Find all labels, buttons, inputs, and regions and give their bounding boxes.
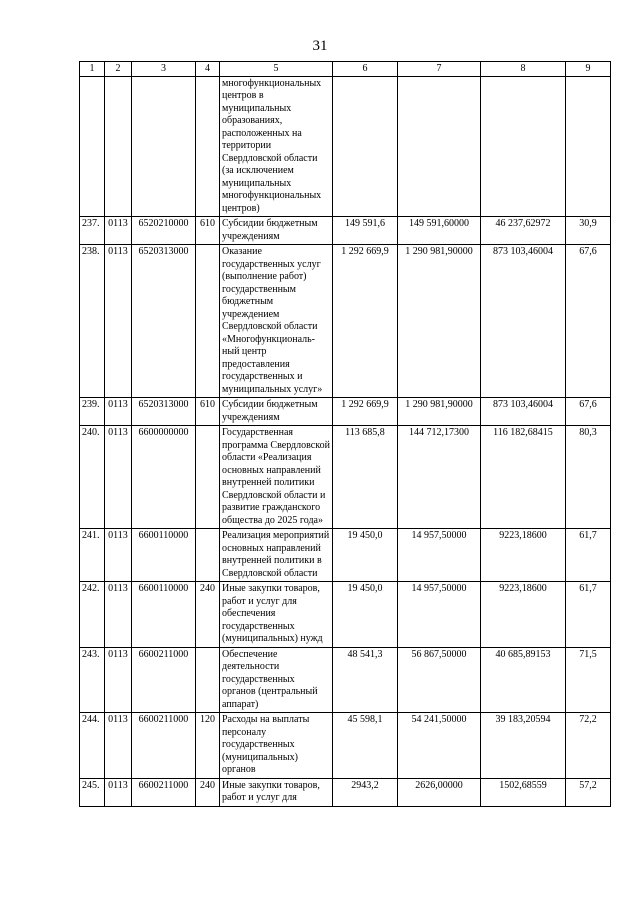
execution-percent-cell: 57,2: [566, 778, 611, 806]
target-code-cell: [132, 76, 196, 217]
item-name-cell: Иные закупки товаров, работ и услуг для: [220, 778, 333, 806]
target-code-cell: 6520313000: [132, 398, 196, 426]
table-row: [80, 647, 611, 713]
executed-amount-cell: 46 237,62972: [481, 217, 566, 245]
planned-amount-cell: 19 450,0: [333, 582, 398, 648]
target-code-cell: 6600110000: [132, 529, 196, 582]
table-row: [80, 778, 611, 806]
table-row: [80, 245, 611, 398]
row-number-cell: 244.: [80, 713, 105, 779]
target-code-cell: 6600211000: [132, 647, 196, 713]
table-row: [80, 76, 611, 217]
executed-amount-cell: 9223,18600: [481, 529, 566, 582]
expense-type-cell: 610: [196, 398, 220, 426]
table-row: [80, 582, 611, 648]
table-row: [80, 217, 611, 245]
refined-amount-cell: 56 867,50000: [398, 647, 481, 713]
executed-amount-cell: 40 685,89153: [481, 647, 566, 713]
expense-type-cell: [196, 647, 220, 713]
expense-type-cell: [196, 245, 220, 398]
column-number: 3: [132, 62, 196, 77]
refined-amount-cell: 14 957,50000: [398, 582, 481, 648]
target-code-cell: 6520313000: [132, 245, 196, 398]
refined-amount-cell: 149 591,60000: [398, 217, 481, 245]
table-row: [80, 529, 611, 582]
expense-type-cell: [196, 426, 220, 529]
execution-percent-cell: [566, 76, 611, 217]
planned-amount-cell: 48 541,3: [333, 647, 398, 713]
column-number: 7: [398, 62, 481, 77]
refined-amount-cell: 2626,00000: [398, 778, 481, 806]
column-number: 6: [333, 62, 398, 77]
table-row: [80, 426, 611, 529]
row-number-cell: [80, 76, 105, 217]
section-code-cell: 0113: [105, 245, 132, 398]
refined-amount-cell: [398, 76, 481, 217]
row-number-cell: 237.: [80, 217, 105, 245]
row-number-cell: 241.: [80, 529, 105, 582]
executed-amount-cell: 116 182,68415: [481, 426, 566, 529]
execution-percent-cell: 30,9: [566, 217, 611, 245]
expense-type-cell: [196, 76, 220, 217]
section-code-cell: 0113: [105, 529, 132, 582]
target-code-cell: 6600110000: [132, 582, 196, 648]
executed-amount-cell: 873 103,46004: [481, 245, 566, 398]
planned-amount-cell: 2943,2: [333, 778, 398, 806]
item-name-cell: Иные закупки товаров, работ и услуг для обеспечения государственных (муниципальных) нужд: [220, 582, 333, 648]
row-number-cell: 245.: [80, 778, 105, 806]
section-code-cell: 0113: [105, 778, 132, 806]
item-name-cell: Расходы на выплаты персоналу государственных (муниципальных) органов: [220, 713, 333, 779]
execution-percent-cell: 61,7: [566, 582, 611, 648]
execution-percent-cell: 61,7: [566, 529, 611, 582]
planned-amount-cell: 45 598,1: [333, 713, 398, 779]
column-number: 2: [105, 62, 132, 77]
execution-percent-cell: 71,5: [566, 647, 611, 713]
column-number: 4: [196, 62, 220, 77]
row-number-cell: 240.: [80, 426, 105, 529]
item-name-cell: Субсидии бюджетным учреждениям: [220, 217, 333, 245]
table-row: [80, 713, 611, 779]
row-number-cell: 242.: [80, 582, 105, 648]
row-number-cell: 239.: [80, 398, 105, 426]
executed-amount-cell: 1502,68559: [481, 778, 566, 806]
section-code-cell: 0113: [105, 713, 132, 779]
planned-amount-cell: 19 450,0: [333, 529, 398, 582]
item-name-cell: Реализация мероприятий основных направлений внутренней политики в Свердловской области: [220, 529, 333, 582]
refined-amount-cell: 144 712,17300: [398, 426, 481, 529]
row-number-cell: 243.: [80, 647, 105, 713]
refined-amount-cell: 1 290 981,90000: [398, 245, 481, 398]
executed-amount-cell: 873 103,46004: [481, 398, 566, 426]
executed-amount-cell: 9223,18600: [481, 582, 566, 648]
item-name-cell: Оказание государственных услуг (выполнение работ) государственным бюджетным учреждением Свердловской области «Многофункциональ-ный центр предоставления государственных и муниципальных услуг»: [220, 245, 333, 398]
target-code-cell: 6600211000: [132, 713, 196, 779]
section-code-cell: 0113: [105, 647, 132, 713]
column-number: 8: [481, 62, 566, 77]
row-number-cell: 238.: [80, 245, 105, 398]
item-name-cell: многофункциональных центров в муниципальных образованиях, расположенных на территории Свердловской области (за исключением муниципальных многофункциональных центров): [220, 76, 333, 217]
section-code-cell: [105, 76, 132, 217]
target-code-cell: 6520210000: [132, 217, 196, 245]
table-row: [80, 398, 611, 426]
section-code-cell: 0113: [105, 398, 132, 426]
planned-amount-cell: 1 292 669,9: [333, 398, 398, 426]
section-code-cell: 0113: [105, 582, 132, 648]
item-name-cell: Государственная программа Свердловской области «Реализация основных направлений внутренней политики Свердловской области и развитие гражданского общества до 2025 года»: [220, 426, 333, 529]
expense-type-cell: 240: [196, 582, 220, 648]
item-name-cell: Обеспечение деятельности государственных органов (центральный аппарат): [220, 647, 333, 713]
column-number: 9: [566, 62, 611, 77]
expense-type-cell: 120: [196, 713, 220, 779]
budget-table: [79, 61, 611, 807]
expense-type-cell: [196, 529, 220, 582]
refined-amount-cell: 54 241,50000: [398, 713, 481, 779]
column-number-row: [80, 62, 611, 77]
planned-amount-cell: 113 685,8: [333, 426, 398, 529]
planned-amount-cell: [333, 76, 398, 217]
execution-percent-cell: 80,3: [566, 426, 611, 529]
item-name-cell: Субсидии бюджетным учреждениям: [220, 398, 333, 426]
expense-type-cell: 610: [196, 217, 220, 245]
planned-amount-cell: 149 591,6: [333, 217, 398, 245]
refined-amount-cell: 1 290 981,90000: [398, 398, 481, 426]
execution-percent-cell: 67,6: [566, 398, 611, 426]
page-number: 31: [312, 38, 328, 54]
execution-percent-cell: 67,6: [566, 245, 611, 398]
target-code-cell: 6600000000: [132, 426, 196, 529]
column-number: 1: [80, 62, 105, 77]
refined-amount-cell: 14 957,50000: [398, 529, 481, 582]
executed-amount-cell: 39 183,20594: [481, 713, 566, 779]
column-number: 5: [220, 62, 333, 77]
executed-amount-cell: [481, 76, 566, 217]
planned-amount-cell: 1 292 669,9: [333, 245, 398, 398]
target-code-cell: 6600211000: [132, 778, 196, 806]
execution-percent-cell: 72,2: [566, 713, 611, 779]
section-code-cell: 0113: [105, 217, 132, 245]
section-code-cell: 0113: [105, 426, 132, 529]
expense-type-cell: 240: [196, 778, 220, 806]
